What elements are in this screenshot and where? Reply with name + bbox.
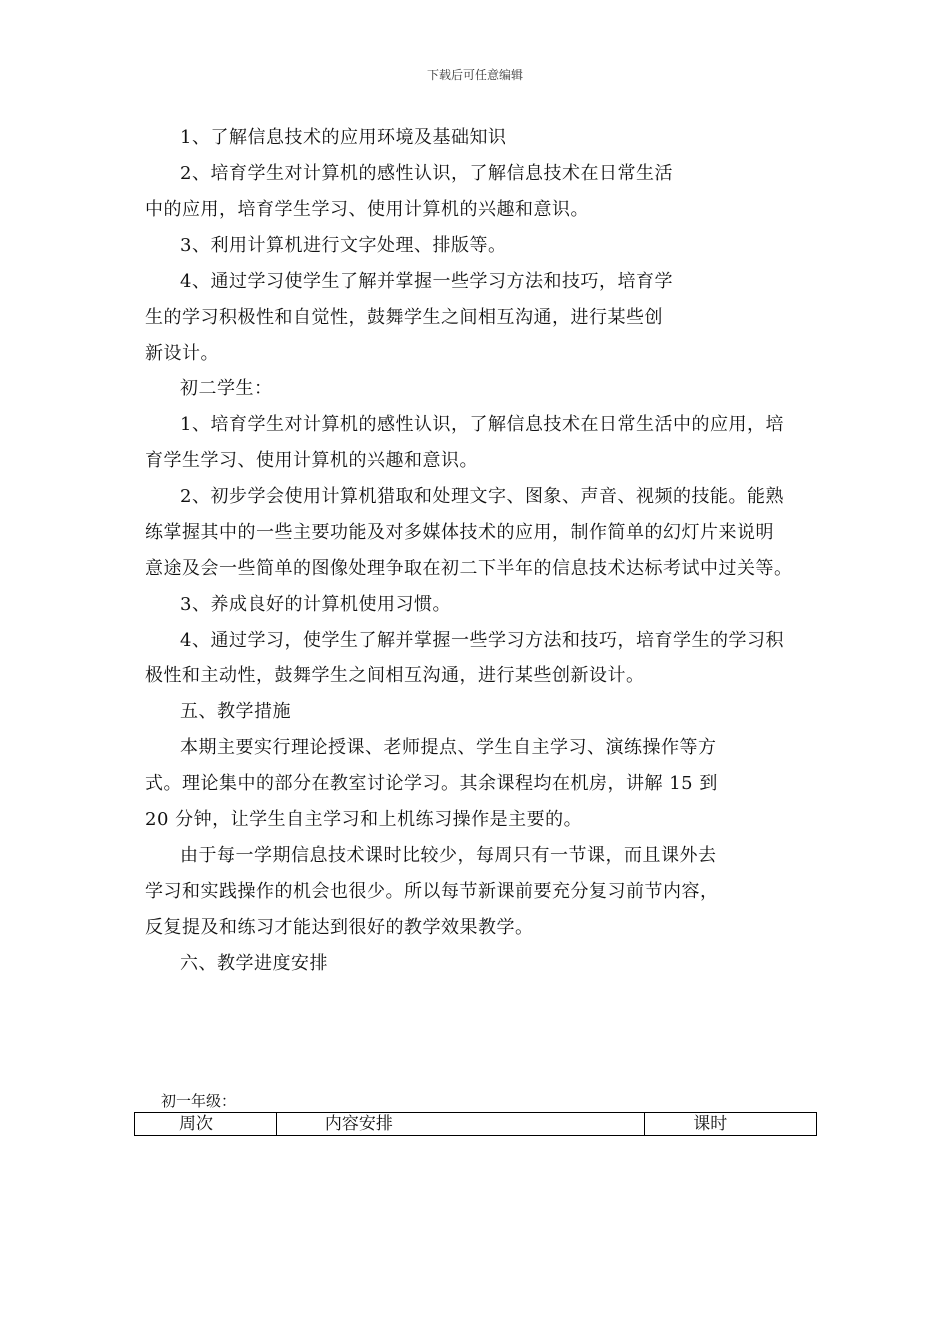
- paragraph-line: 2、初步学会使用计算机猎取和处理文字、图象、声音、视频的技能。能熟: [180, 486, 784, 507]
- paragraph-line: 1、培育学生对计算机的感性认识，了解信息技术在日常生活中的应用，培: [180, 414, 784, 435]
- paragraph-line: 本期主要实行理论授课、老师提点、学生自主学习、演练操作等方: [180, 737, 717, 758]
- paragraph-line: 极性和主动性，鼓舞学生之间相互沟通，进行某些创新设计。: [145, 665, 645, 686]
- paragraph-line: 2、培育学生对计算机的感性认识，了解信息技术在日常生活: [180, 163, 673, 184]
- paragraph-line: 新设计。: [145, 343, 219, 364]
- section-heading: 初二学生：: [180, 378, 273, 399]
- paragraph-line: 由于每一学期信息技术课时比较少，每周只有一节课，而且课外去: [180, 845, 717, 866]
- table-header-row: [135, 1113, 817, 1136]
- paragraph-line: 式。理论集中的部分在教室讨论学习。其余课程均在机房，讲解 15 到: [145, 773, 718, 794]
- table-caption: 初一年级：: [161, 1092, 237, 1110]
- paragraph-line: 20 分钟，让学生自主学习和上机练习操作是主要的。: [145, 809, 583, 830]
- paragraph-line: 育学生学习、使用计算机的兴趣和意识。: [145, 450, 478, 471]
- paragraph-line: 学习和实践操作的机会也很少。所以每节新课前要充分复习前节内容，: [145, 881, 719, 902]
- page-header: 下载后可任意编辑: [426, 68, 523, 82]
- column-header-hours: 课时: [645, 1113, 817, 1136]
- section-heading: 六、教学进度安排: [180, 953, 328, 974]
- column-header-content: 内容安排: [276, 1113, 644, 1136]
- paragraph-line: 练掌握其中的一些主要功能及对多媒体技术的应用，制作简单的幻灯片来说明: [145, 522, 774, 543]
- column-header-week: 周次: [135, 1113, 277, 1136]
- paragraph-line: 3、养成良好的计算机使用习惯。: [180, 594, 451, 615]
- section-heading: 五、教学措施: [180, 701, 291, 722]
- paragraph-line: 3、利用计算机进行文字处理、排版等。: [180, 235, 507, 256]
- paragraph-line: 反复提及和练习才能达到很好的教学效果教学。: [145, 917, 534, 938]
- paragraph-line: 4、通过学习使学生了解并掌握一些学习方法和技巧，培育学: [180, 271, 673, 292]
- paragraph-line: 4、通过学习，使学生了解并掌握一些学习方法和技巧，培育学生的学习积: [180, 630, 784, 651]
- paragraph-line: 生的学习积极性和自觉性，鼓舞学生之间相互沟通，进行某些创: [145, 307, 663, 328]
- paragraph-line: 意途及会一些简单的图像处理争取在初二下半年的信息技术达标考试中过关等。: [145, 558, 793, 579]
- paragraph-line: 中的应用，培育学生学习、使用计算机的兴趣和意识。: [145, 199, 589, 220]
- paragraph-line: 1、了解信息技术的应用环境及基础知识: [180, 127, 507, 148]
- schedule-table: [134, 1112, 817, 1136]
